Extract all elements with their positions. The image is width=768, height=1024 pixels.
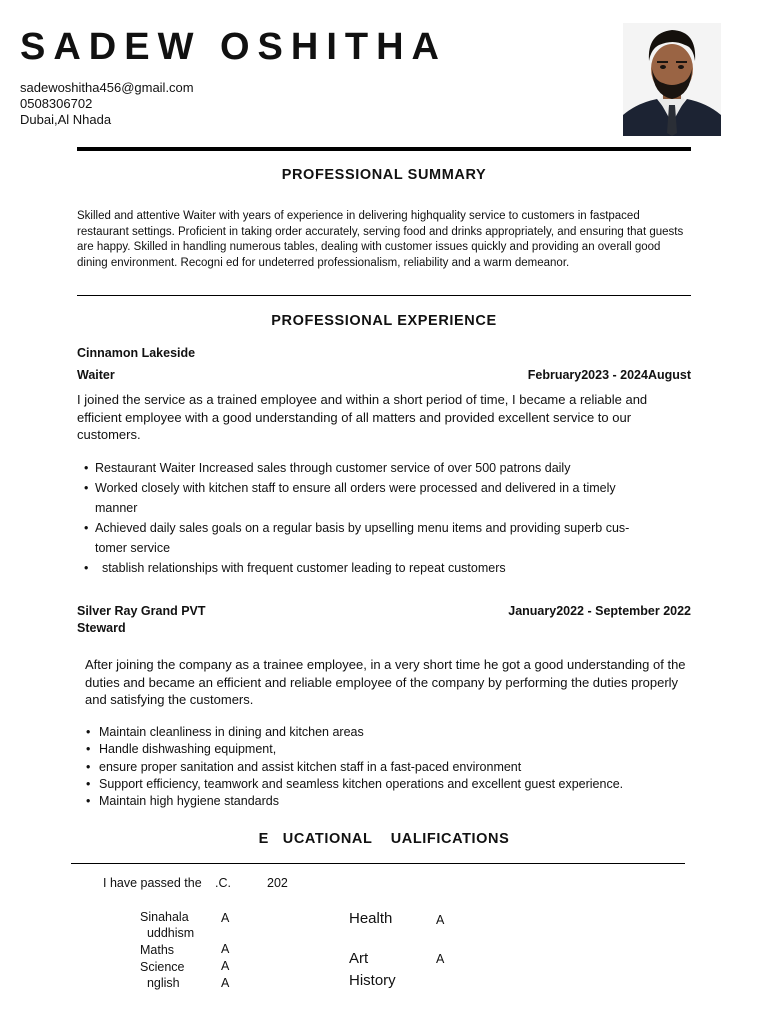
list-item: • Handle dishwashing equipment, xyxy=(85,741,691,758)
job1-description: I joined the service as a trained employee and within a short period of time, I became a reliable and efficient employee with a good understanding of all matters and provided excellent service to our customers. xyxy=(77,392,648,442)
job2-bullets xyxy=(85,724,691,810)
list-item: • Maintain high hygiene standards xyxy=(85,793,691,810)
subject-health: Health xyxy=(349,910,393,927)
subject-buddhism: uddhism xyxy=(140,926,195,940)
job2-title: Steward xyxy=(77,621,126,635)
summary-heading: PROFESSIONAL SUMMARY xyxy=(281,167,487,183)
subject-sinhala: Sinahala xyxy=(140,910,189,924)
profile-photo xyxy=(623,23,721,136)
grade-sinhala: A xyxy=(221,911,230,925)
job1-company: Cinnamon Lakeside xyxy=(77,346,196,360)
job1-title: Waiter xyxy=(77,368,115,382)
summary-text: Skilled and attentive Waiter with years of experience in delivering highquality service to customers in fastpaced restaurant settings. Proficient in taking order accurately, serving food and drinks appropriately, and ensuring that guests are happy. Skilled in handling numerous tables, dealing with customer issues quickly and providing an overall good dining environment. Recogni ed for undeterred professionalism, reliability and a warm demeanor. xyxy=(77,210,684,269)
experience-heading: PROFESSIONAL EXPERIENCE xyxy=(271,313,497,329)
grade-maths: A xyxy=(221,942,230,956)
phone-text: 0508306702 xyxy=(20,96,93,111)
grade-health: A xyxy=(436,913,445,927)
subject-english: nglish xyxy=(140,976,180,990)
subject-maths: Maths xyxy=(140,943,175,957)
list-item: • Maintain cleanliness in dining and kitchen areas xyxy=(85,724,691,741)
summary-divider xyxy=(77,295,691,296)
header-divider xyxy=(77,147,691,151)
location-text: Dubai,Al Nhada xyxy=(20,112,112,127)
list-item: • stablish relationships with frequent customer leading to repeat customers xyxy=(77,558,657,578)
passed-text: I have passed the xyxy=(103,876,202,890)
grade-art-history: A xyxy=(436,952,445,966)
candidate-name: SADEW OSHITHA xyxy=(20,26,447,68)
subject-art-history: Art History xyxy=(349,950,396,989)
list-item: • Worked closely with kitchen staff to ensure all orders were processed and delivered in a timely manner xyxy=(77,478,657,518)
exam-year: 202 xyxy=(267,876,288,890)
list-item: • Achieved daily sales goals on a regular basis by upselling menu items and providing superb cus-tomer service xyxy=(77,518,657,558)
subject-science: Science xyxy=(140,960,185,974)
list-item: • Restaurant Waiter Increased sales through customer service of over 500 patrons daily xyxy=(77,458,657,478)
list-item: • ensure proper sanitation and assist kitchen staff in a fast-paced environment xyxy=(85,759,691,776)
exam-name: .C. xyxy=(215,876,231,890)
job2-description: After joining the company as a trainee employee, in a very short time he got a good understanding of the duties and became an efficient and reliable employee of the company by performing the duties properly and satisfying the customers. xyxy=(85,657,686,707)
job1-bullets xyxy=(77,458,657,578)
list-item: • Support efficiency, teamwork and seamless kitchen operations and excellent guest experience. xyxy=(85,776,691,793)
job2-dates: January2022 - September 2022 xyxy=(508,604,691,618)
education-divider xyxy=(71,863,685,864)
portrait-image xyxy=(623,23,721,136)
email-text: sadewoshitha456@gmail.com xyxy=(20,80,194,95)
education-heading: E UCATIONAL UALIFICATIONS xyxy=(258,831,510,847)
grade-english: A xyxy=(221,976,230,990)
grade-science: A xyxy=(221,959,230,973)
job2-company: Silver Ray Grand PVT xyxy=(77,604,206,618)
job1-dates: February2023 - 2024August xyxy=(527,368,691,382)
